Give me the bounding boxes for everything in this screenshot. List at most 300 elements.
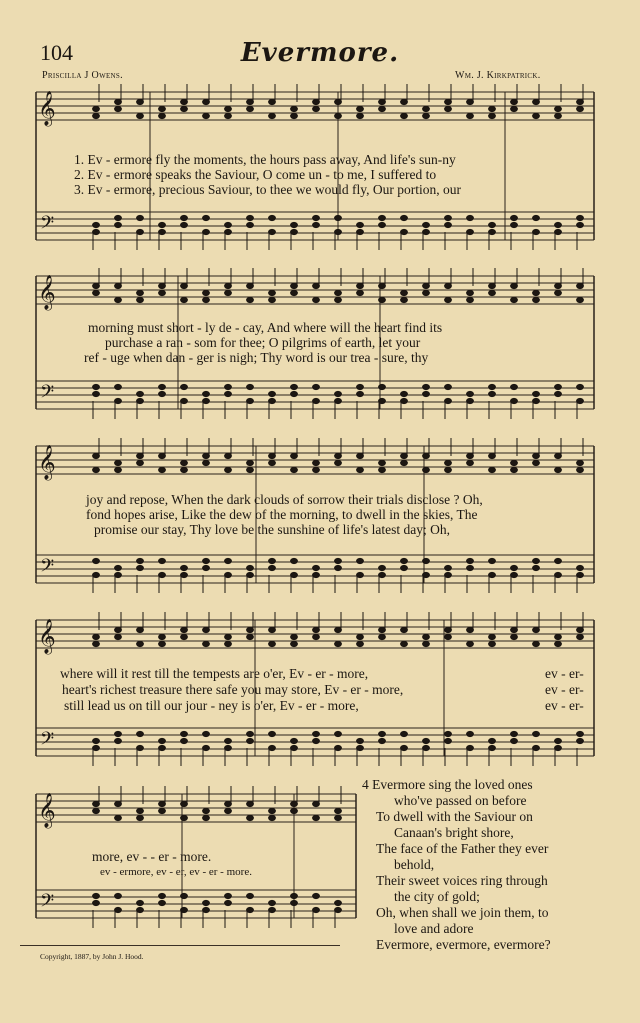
note-head <box>489 106 496 111</box>
note-head <box>181 384 188 389</box>
note-head <box>137 731 144 736</box>
note-head <box>291 384 298 389</box>
note-head <box>203 565 210 570</box>
note-head <box>203 99 210 104</box>
note-head <box>357 572 364 577</box>
note-head <box>291 391 298 396</box>
note-head <box>335 398 342 403</box>
note-head <box>533 641 540 646</box>
note-head <box>137 290 144 295</box>
note-head <box>335 745 342 750</box>
bass-words: ev - ermore, ev - er, ev - er - more. <box>100 866 252 878</box>
note-head <box>225 467 232 472</box>
note-head <box>313 297 320 302</box>
note-head <box>115 106 122 111</box>
note-head <box>203 731 210 736</box>
note-head <box>555 290 562 295</box>
note-head <box>137 391 144 396</box>
note-head <box>93 893 100 898</box>
note-head <box>577 565 584 570</box>
note-head <box>247 907 254 912</box>
note-head <box>247 565 254 570</box>
note-head <box>533 215 540 220</box>
note-head <box>291 801 298 806</box>
note-head <box>555 467 562 472</box>
lyric-line: 1. Ev - ermore fly the moments, the hours pass away, And life's sun-ny <box>74 152 456 167</box>
note-head <box>159 222 166 227</box>
lyric-line: more, ev - - er - more. <box>92 849 212 864</box>
note-head <box>489 453 496 458</box>
note-head <box>93 634 100 639</box>
note-head <box>203 641 210 646</box>
note-head <box>577 398 584 403</box>
note-head <box>335 215 342 220</box>
note-head <box>401 297 408 302</box>
note-head <box>137 907 144 912</box>
note-head <box>423 572 430 577</box>
note-head <box>93 801 100 806</box>
note-head <box>291 229 298 234</box>
lyricist-credit: Priscilla J Owens. <box>42 70 123 81</box>
note-head <box>313 572 320 577</box>
note-head <box>489 641 496 646</box>
note-head <box>203 900 210 905</box>
note-head <box>379 215 386 220</box>
note-head <box>247 398 254 403</box>
note-head <box>247 627 254 632</box>
note-head <box>159 641 166 646</box>
note-head <box>357 229 364 234</box>
note-head <box>269 398 276 403</box>
note-head <box>357 113 364 118</box>
bass-clef-icon: 𝄢 <box>40 891 55 916</box>
note-head <box>93 229 100 234</box>
note-head <box>137 641 144 646</box>
note-head <box>203 558 210 563</box>
note-head <box>137 627 144 632</box>
note-head <box>379 565 386 570</box>
note-head <box>93 641 100 646</box>
note-head <box>137 453 144 458</box>
note-head <box>225 745 232 750</box>
note-head <box>247 467 254 472</box>
note-head <box>511 297 518 302</box>
note-head <box>357 634 364 639</box>
note-head <box>115 572 122 577</box>
note-head <box>467 460 474 465</box>
note-head <box>115 907 122 912</box>
note-head <box>511 565 518 570</box>
note-head <box>247 815 254 820</box>
note-head <box>181 565 188 570</box>
note-head <box>115 283 122 288</box>
note-head <box>181 801 188 806</box>
note-head <box>159 745 166 750</box>
note-head <box>401 627 408 632</box>
note-head <box>467 99 474 104</box>
note-head <box>225 229 232 234</box>
lyric-line: 2. Ev - ermore speaks the Saviour, O come un - to me, I suffered to <box>74 167 437 182</box>
note-head <box>137 745 144 750</box>
note-head <box>137 460 144 465</box>
note-head <box>313 738 320 743</box>
lyric-line: 3. Ev - ermore, precious Saviour, to thee we would fly, Our portion, our <box>74 182 461 197</box>
note-head <box>577 627 584 632</box>
note-head <box>357 558 364 563</box>
note-head <box>533 745 540 750</box>
note-head <box>445 215 452 220</box>
note-head <box>247 99 254 104</box>
note-head <box>445 297 452 302</box>
note-head <box>357 391 364 396</box>
note-head <box>115 384 122 389</box>
note-head <box>555 572 562 577</box>
note-head <box>335 113 342 118</box>
note-head <box>203 398 210 403</box>
note-head <box>577 738 584 743</box>
note-head <box>577 467 584 472</box>
note-head <box>137 398 144 403</box>
note-head <box>357 453 364 458</box>
note-head <box>247 893 254 898</box>
note-head <box>467 745 474 750</box>
note-head <box>225 384 232 389</box>
note-head <box>181 215 188 220</box>
note-head <box>291 738 298 743</box>
note-head <box>335 229 342 234</box>
note-head <box>335 641 342 646</box>
note-head <box>379 222 386 227</box>
note-head <box>203 627 210 632</box>
note-head <box>445 398 452 403</box>
note-head <box>269 808 276 813</box>
note-head <box>159 106 166 111</box>
note-head <box>335 558 342 563</box>
note-head <box>445 731 452 736</box>
note-head <box>357 745 364 750</box>
note-head <box>533 460 540 465</box>
note-head <box>555 283 562 288</box>
note-head <box>357 222 364 227</box>
note-head <box>533 398 540 403</box>
note-head <box>445 384 452 389</box>
note-head <box>445 460 452 465</box>
note-head <box>115 460 122 465</box>
note-head <box>335 907 342 912</box>
note-head <box>423 634 430 639</box>
note-head <box>269 745 276 750</box>
hymn-title: Evermore. <box>240 38 400 68</box>
note-head <box>423 558 430 563</box>
note-head <box>379 467 386 472</box>
note-head <box>115 565 122 570</box>
note-head <box>115 99 122 104</box>
note-head <box>335 460 342 465</box>
note-head <box>555 222 562 227</box>
note-head <box>489 572 496 577</box>
lyric-line: morning must short - ly de - cay, And where will the heart find its <box>88 320 443 335</box>
note-head <box>247 634 254 639</box>
note-head <box>181 467 188 472</box>
note-head <box>247 572 254 577</box>
note-head <box>181 106 188 111</box>
treble-clef-icon: 𝄞 <box>38 793 56 828</box>
note-head <box>467 297 474 302</box>
note-head <box>93 290 100 295</box>
note-head <box>401 391 408 396</box>
note-head <box>181 627 188 632</box>
note-head <box>577 222 584 227</box>
note-head <box>533 99 540 104</box>
note-head <box>357 283 364 288</box>
lyric-line: heart's richest treasure there safe you may store, Ev - er - more, <box>62 682 404 697</box>
treble-clef-icon: 𝄞 <box>38 619 56 654</box>
note-head <box>511 106 518 111</box>
note-head <box>93 745 100 750</box>
note-head <box>533 453 540 458</box>
note-head <box>181 731 188 736</box>
lyric-line: ref - uge when dan - ger is nigh; Thy word is our trea - sure, thy <box>84 350 429 365</box>
note-head <box>137 297 144 302</box>
note-head <box>291 641 298 646</box>
note-head <box>225 808 232 813</box>
note-head <box>379 634 386 639</box>
note-head <box>445 634 452 639</box>
note-head <box>533 565 540 570</box>
note-head <box>93 572 100 577</box>
note-head <box>203 808 210 813</box>
note-head <box>401 398 408 403</box>
note-head <box>379 99 386 104</box>
note-head <box>533 290 540 295</box>
note-head <box>445 467 452 472</box>
note-head <box>181 460 188 465</box>
note-head <box>159 113 166 118</box>
note-head <box>225 290 232 295</box>
note-head <box>467 641 474 646</box>
note-head <box>93 808 100 813</box>
note-head <box>335 900 342 905</box>
note-head <box>511 215 518 220</box>
page-number: 104 <box>40 40 73 65</box>
note-head <box>93 384 100 389</box>
note-head <box>577 283 584 288</box>
note-head <box>423 229 430 234</box>
note-head <box>489 745 496 750</box>
note-head <box>203 297 210 302</box>
note-head <box>225 106 232 111</box>
note-head <box>379 572 386 577</box>
note-head <box>291 113 298 118</box>
note-head <box>379 738 386 743</box>
note-head <box>489 738 496 743</box>
note-head <box>335 808 342 813</box>
note-head <box>159 738 166 743</box>
note-head <box>555 391 562 396</box>
note-head <box>181 634 188 639</box>
note-head <box>313 398 320 403</box>
note-head <box>489 467 496 472</box>
note-head <box>335 815 342 820</box>
note-head <box>93 453 100 458</box>
note-head <box>203 815 210 820</box>
note-head <box>379 398 386 403</box>
lyric-line: still lead us on till our jour - ney is o'er, Ev - er - more, <box>64 698 359 713</box>
note-head <box>225 738 232 743</box>
note-head <box>181 815 188 820</box>
bass-clef-icon: 𝄢 <box>40 556 55 581</box>
note-head <box>467 558 474 563</box>
note-head <box>401 290 408 295</box>
note-head <box>181 222 188 227</box>
note-head <box>269 229 276 234</box>
note-head <box>445 627 452 632</box>
note-head <box>335 391 342 396</box>
note-head <box>159 808 166 813</box>
note-head <box>489 558 496 563</box>
note-head <box>423 391 430 396</box>
note-head <box>335 627 342 632</box>
note-head <box>489 283 496 288</box>
note-head <box>269 215 276 220</box>
note-head <box>467 290 474 295</box>
note-head <box>423 738 430 743</box>
note-head <box>203 907 210 912</box>
note-head <box>159 384 166 389</box>
lyric-line: fond hopes arise, Like the dew of the morning, to dwell in the skies, The <box>86 507 478 522</box>
note-head <box>93 222 100 227</box>
note-head <box>181 398 188 403</box>
note-head <box>269 565 276 570</box>
note-head <box>511 634 518 639</box>
note-head <box>247 384 254 389</box>
note-head <box>225 634 232 639</box>
note-head <box>247 215 254 220</box>
note-head <box>137 558 144 563</box>
note-head <box>379 106 386 111</box>
note-head <box>203 290 210 295</box>
note-head <box>181 572 188 577</box>
note-head <box>533 229 540 234</box>
footer-rule <box>20 945 340 946</box>
note-head <box>423 290 430 295</box>
note-head <box>225 558 232 563</box>
note-head <box>269 907 276 912</box>
note-head <box>181 283 188 288</box>
treble-clef-icon: 𝄞 <box>38 445 56 480</box>
note-head <box>467 215 474 220</box>
note-head <box>159 572 166 577</box>
note-head <box>445 106 452 111</box>
note-head <box>357 106 364 111</box>
note-head <box>269 113 276 118</box>
note-head <box>511 222 518 227</box>
note-head <box>445 283 452 288</box>
note-head <box>137 900 144 905</box>
note-head <box>225 572 232 577</box>
note-head <box>159 893 166 898</box>
note-head <box>269 815 276 820</box>
note-head <box>225 900 232 905</box>
note-head <box>577 106 584 111</box>
note-head <box>291 453 298 458</box>
note-head <box>159 467 166 472</box>
note-head <box>269 900 276 905</box>
note-head <box>203 215 210 220</box>
note-head <box>357 738 364 743</box>
note-head <box>533 627 540 632</box>
note-head <box>577 460 584 465</box>
note-head <box>401 215 408 220</box>
composer-credit: Wm. J. Kirkpatrick. <box>455 70 541 81</box>
note-head <box>467 565 474 570</box>
note-head <box>313 384 320 389</box>
note-head <box>379 297 386 302</box>
note-head <box>577 99 584 104</box>
bass-clef-icon: 𝄢 <box>40 382 55 407</box>
lyric-line: purchase a ran - som for thee; O pilgrims of earth, let your <box>105 335 421 350</box>
note-head <box>115 893 122 898</box>
note-head <box>291 808 298 813</box>
note-head <box>313 907 320 912</box>
note-head <box>533 297 540 302</box>
lyric-line: where will it rest till the tempests are o'er, Ev - er - more, <box>60 666 369 681</box>
note-head <box>577 297 584 302</box>
note-head <box>159 801 166 806</box>
note-head <box>467 229 474 234</box>
note-head <box>511 731 518 736</box>
note-head <box>313 815 320 820</box>
note-head <box>511 572 518 577</box>
note-head <box>313 565 320 570</box>
note-head <box>555 745 562 750</box>
lyric-line: joy and repose, When the dark clouds of sorrow their trials disclose ? Oh, <box>86 492 483 507</box>
note-head <box>423 222 430 227</box>
note-head <box>511 99 518 104</box>
note-head <box>511 627 518 632</box>
note-head <box>313 283 320 288</box>
note-head <box>203 745 210 750</box>
note-head <box>203 229 210 234</box>
note-head <box>115 398 122 403</box>
note-head <box>445 222 452 227</box>
note-head <box>269 453 276 458</box>
note-head <box>445 99 452 104</box>
note-head <box>511 398 518 403</box>
bass-clef-icon: 𝄢 <box>40 729 55 754</box>
note-head <box>533 558 540 563</box>
note-head <box>379 731 386 736</box>
note-head <box>401 745 408 750</box>
note-head <box>533 731 540 736</box>
note-head <box>269 460 276 465</box>
note-head <box>115 467 122 472</box>
note-head <box>401 558 408 563</box>
note-head <box>181 99 188 104</box>
note-head <box>577 634 584 639</box>
note-head <box>467 627 474 632</box>
note-head <box>93 467 100 472</box>
note-head <box>379 460 386 465</box>
note-head <box>401 99 408 104</box>
note-head <box>511 460 518 465</box>
note-head <box>225 801 232 806</box>
note-head <box>335 297 342 302</box>
note-head <box>313 634 320 639</box>
note-head <box>93 738 100 743</box>
note-head <box>247 738 254 743</box>
note-head <box>247 283 254 288</box>
